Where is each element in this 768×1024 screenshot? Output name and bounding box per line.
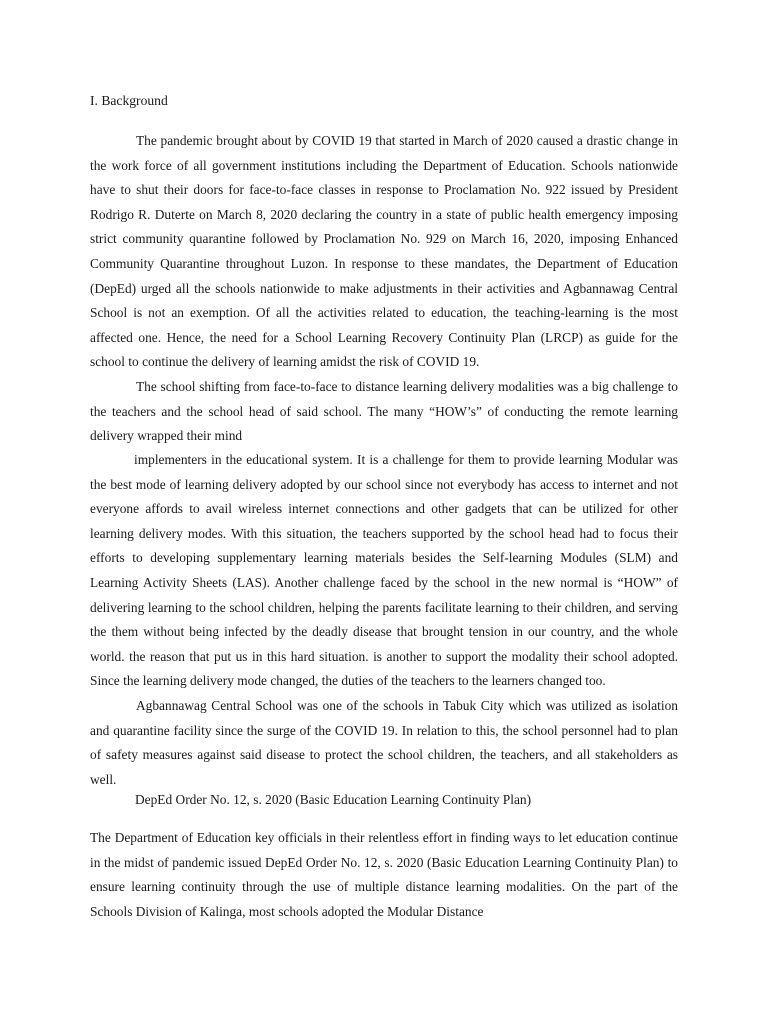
paragraph-pandemic-impact: The pandemic brought about by COVID 19 that started in March of 2020 caused a drastic change in the work force of all government institutions including the Department of Education. Schools nationwide have to shut their doors for face-to-face classes in response to Proclamation No. 922 issued by President Rodrigo R. Duterte on March 8, 2020 declaring the country in a state of public health emergency imposing strict community quarantine followed by Proclamation No. 929 on March 16, 2020, imposing Enhanced Community Quarantine throughout Luzon. In response to these mandates, the Department of Education (DepEd) urged all the schools nationwide to make adjustments in their activities and Agbannawag Central School is not an exemption. Of all the activities related to education, the teaching-learning is the most affected one. Hence, the need for a School Learning Recovery Continuity Plan (LRCP) as guide for the school to continue the delivery of learning amidst the risk of COVID 19. — [90, 133, 678, 370]
paragraph-distance-learning-challenge: The school shifting from face-to-face to distance learning delivery modalities was a big challenge to the teachers and the school head of said school. The many “HOW’s” of conducting the remote learning delivery wrapped their mind — [90, 379, 678, 444]
paragraph-isolation-facility: Agbannawag Central School was one of the schools in Tabuk City which was utilized as isolation and quarantine facility since the surge of the COVID 19. In relation to this, the school personnel had to plan of safety measures against said disease to protect the school children, the teachers, and all stakeholders as well. — [90, 698, 678, 787]
section-heading: I. Background — [90, 93, 168, 108]
deped-order-title: DepEd Order No. 12, s. 2020 (Basic Education Learning Continuity Plan) — [135, 792, 532, 807]
paragraph-deped-order: The Department of Education key officials in their relentless effort in finding ways to let education continue in the midst of pandemic issued DepEd Order No. 12, s. 2020 (Basic Education Learning Continuity Plan) to ensure learning continuity through the use of multiple distance learning modalities. On the part of the Schools Division of Kalinga, most schools adopted the Modular Distance — [90, 830, 678, 919]
paragraph-modular-learning: implementers in the educational system. It is a challenge for them to provide learning Modular was the best mode of learning delivery adopted by our school since not everybody has access to internet and not everyone affords to avail wireless internet connections and other gadgets that can be utilized for other learning delivery modes. With this situation, the teachers supported by the school head had to focus their efforts to developing supplementary learning materials besides the Self-learning Modules (SLM) and Learning Activity Sheets (LAS). Another challenge faced by the school in the new normal is “HOW” of delivering learning to the school children, helping the parents facilitate learning to their children, and serving the them without being infected by the deadly disease that brought tension in our country, and the whole world. the reason that put us in this hard situation. is another to support the modality their school adopted. Since the learning delivery mode changed, the duties of the teachers to the learners changed too. — [90, 452, 678, 689]
